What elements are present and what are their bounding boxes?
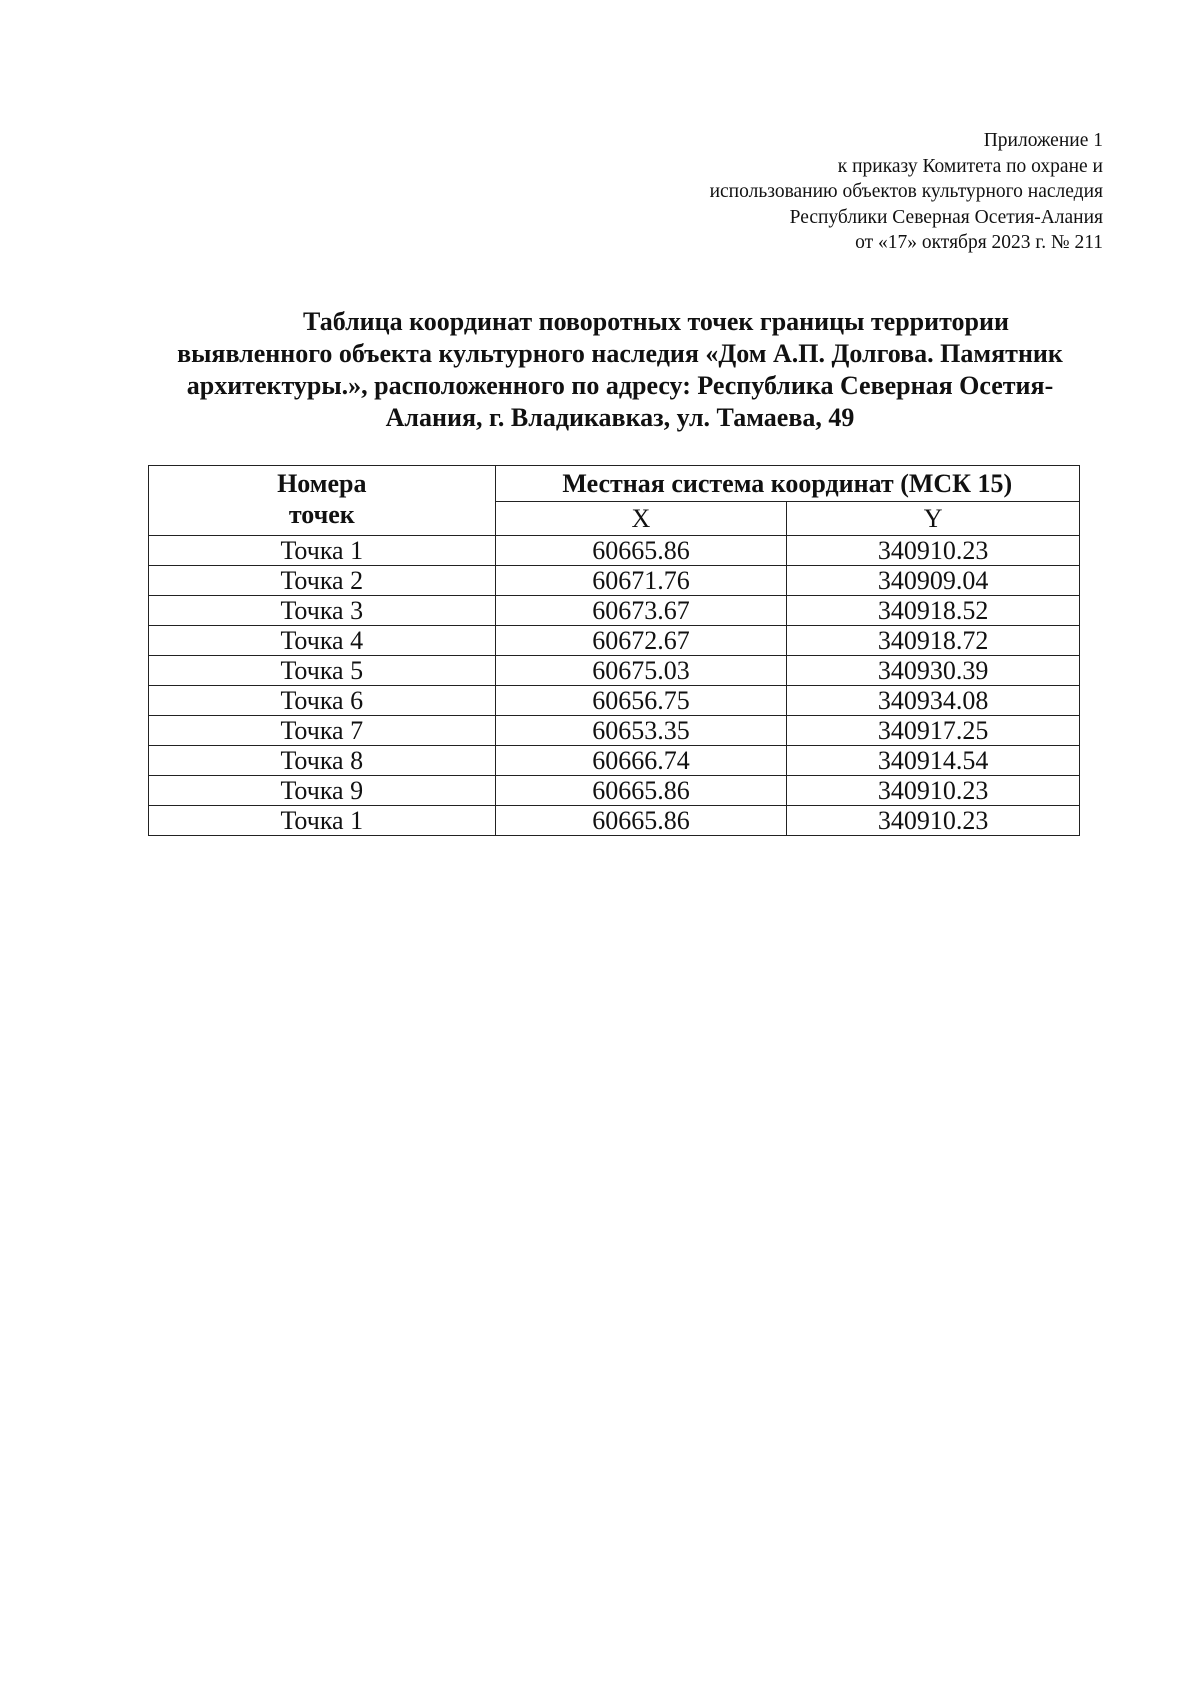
cell-x: 60656.75 <box>495 686 787 716</box>
cell-x: 60666.74 <box>495 746 787 776</box>
appendix-line: к приказу Комитета по охране и <box>837 155 1103 177</box>
cell-point: Точка 4 <box>149 626 496 656</box>
appendix-line: от «17» октября 2023 г. № 211 <box>855 232 1103 253</box>
cell-y: 340914.54 <box>787 746 1080 776</box>
table-row <box>149 596 1080 626</box>
cell-point: Точка 6 <box>149 686 496 716</box>
cell-x: 60665.86 <box>495 806 787 836</box>
cell-point: Точка 2 <box>149 566 496 596</box>
title-line: Таблица координат поворотных точек границы территории <box>303 307 1009 336</box>
cell-point: Точка 1 <box>149 806 496 836</box>
table-row <box>149 746 1080 776</box>
cell-x: 60673.67 <box>495 596 787 626</box>
title-line: выявленного объекта культурного наследия «Дом А.П. Долгова. Памятник <box>177 339 1063 368</box>
coordinates-table <box>148 465 1080 836</box>
appendix-line: Республики Северная Осетия-Алания <box>789 206 1103 228</box>
table-row <box>149 716 1080 746</box>
table-body <box>149 536 1080 836</box>
cell-x: 60665.86 <box>495 776 787 806</box>
table-row <box>149 686 1080 716</box>
table-row <box>149 776 1080 806</box>
cell-point: Точка 7 <box>149 716 496 746</box>
title-line: архитектуры.», расположенного по адресу: Республика Северная Осетия- <box>186 371 1054 400</box>
cell-y: 340910.23 <box>787 806 1080 836</box>
cell-y: 340934.08 <box>787 686 1080 716</box>
header-x: X <box>495 502 787 536</box>
table-row <box>149 656 1080 686</box>
cell-y: 340909.04 <box>787 566 1080 596</box>
cell-y: 340910.23 <box>787 776 1080 806</box>
cell-x: 60671.76 <box>495 566 787 596</box>
header-point-numbers-line: точек <box>288 500 355 529</box>
cell-point: Точка 3 <box>149 596 496 626</box>
cell-x: 60653.35 <box>495 716 787 746</box>
cell-x: 60665.86 <box>495 536 787 566</box>
document-title <box>140 306 1100 434</box>
cell-point: Точка 9 <box>149 776 496 806</box>
cell-point: Точка 5 <box>149 656 496 686</box>
header-coordinate-system: Местная система координат (МСК 15) <box>495 466 1079 502</box>
header-point-numbers <box>149 466 496 536</box>
appendix-note <box>583 128 1103 256</box>
cell-x: 60675.03 <box>495 656 787 686</box>
title-line: Алания, г. Владикавказ, ул. Тамаева, 49 <box>385 403 855 432</box>
table-row <box>149 536 1080 566</box>
cell-point: Точка 1 <box>149 536 496 566</box>
cell-y: 340918.72 <box>787 626 1080 656</box>
header-y: Y <box>787 502 1080 536</box>
cell-y: 340910.23 <box>787 536 1080 566</box>
table-row <box>149 626 1080 656</box>
header-point-numbers-line: Номера <box>277 469 367 498</box>
table-row <box>149 566 1080 596</box>
cell-y: 340917.25 <box>787 716 1080 746</box>
cell-x: 60672.67 <box>495 626 787 656</box>
appendix-line: Приложение 1 <box>983 130 1103 151</box>
appendix-line: использованию объектов культурного наследия <box>709 181 1103 202</box>
table-row <box>149 806 1080 836</box>
cell-y: 340918.52 <box>787 596 1080 626</box>
cell-y: 340930.39 <box>787 656 1080 686</box>
cell-point: Точка 8 <box>149 746 496 776</box>
